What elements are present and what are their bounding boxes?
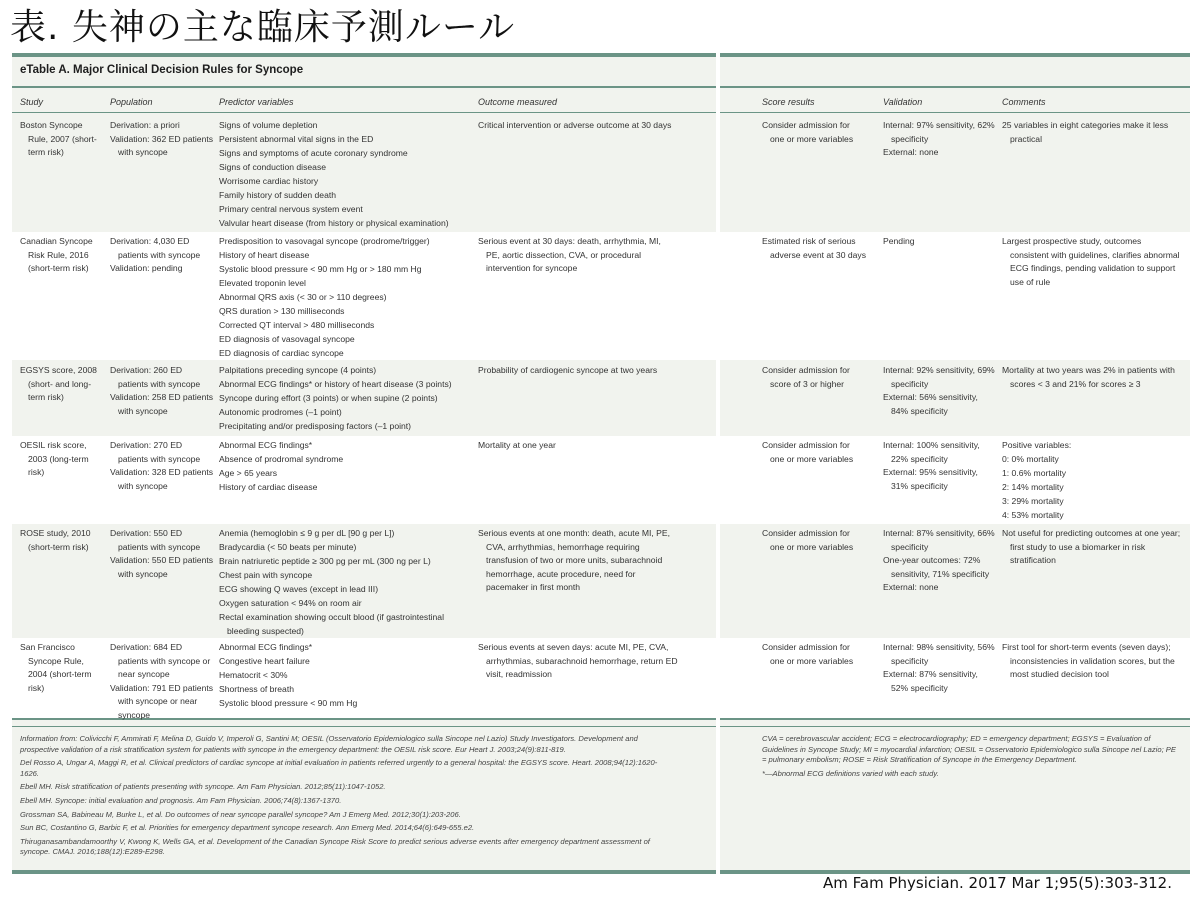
score-text: Consider admission for one or more variables <box>762 120 854 144</box>
score-text: Estimated risk of serious adverse event at 30 days <box>762 236 867 260</box>
comment-line: 4: 53% mortality <box>1002 510 1064 520</box>
validation-line: Internal: 98% sensitivity, 56% specificity <box>883 642 995 666</box>
score-text: Consider admission for score of 3 or higher <box>762 365 850 389</box>
population-line: Validation: 362 ED patients with syncope <box>110 133 214 157</box>
row-3-score <box>762 364 866 391</box>
row-4-outcome <box>478 439 674 453</box>
row-1-population <box>110 119 214 160</box>
population-line: Derivation: 4,030 ED patients with syncope <box>110 236 201 260</box>
abbreviations: CVA = cerebrovascular accident; ECG = electrocardiography; ED = emergency department; EGSYS = Evaluation of Guidelines in Syncope Study; MI = myocardial infarction; OESIL = Osservatorio Epidemiologico sulla Sincope nel Lazio; PE = pulmonary embolism; ROSE = Risk Stratification of Syncope in the Emergency Department. <box>762 734 1176 765</box>
predictor-item: QRS duration > 130 milliseconds <box>219 306 345 316</box>
population-line: Derivation: 270 ED patients with syncope <box>110 440 201 464</box>
comment-line: 0: 0% mortality <box>1002 454 1059 464</box>
row-1-validation <box>883 119 995 160</box>
validation-line: External: none <box>883 147 939 157</box>
row-1-outcome <box>478 119 674 133</box>
reference-item: Ebell MH. Risk stratification of patients presenting with syncope. Am Fam Physician. 2012;85(11):1047-1052. <box>20 782 386 792</box>
abbreviations-block <box>762 734 1182 782</box>
comment-line: 25 variables in eight categories make it less practical <box>1002 120 1169 144</box>
population-line: Validation: 550 ED patients with syncope <box>110 555 214 579</box>
header-top-rule-right <box>720 86 1190 88</box>
row-2-predictors <box>219 235 475 361</box>
references <box>20 734 668 861</box>
outcome-text: Probability of cardiogenic syncope at two years <box>478 365 658 375</box>
row-6-comments <box>1002 641 1182 682</box>
predictor-item: Systolic blood pressure < 90 mm Hg <box>219 698 358 708</box>
predictor-item: Signs of conduction disease <box>219 162 327 172</box>
predictor-item: Primary central nervous system event <box>219 204 363 214</box>
header-bottom-rule-right <box>720 112 1190 113</box>
comment-line: Largest prospective study, outcomes consistent with guidelines, clarifies abnormal ECG findings, pending validation to support use of rule <box>1002 236 1180 287</box>
predictor-item: History of heart disease <box>219 250 310 260</box>
col-header-predictors: Predictor variables <box>219 97 294 107</box>
score-text: Consider admission for one or more variables <box>762 440 854 464</box>
predictor-item: Absence of prodromal syndrome <box>219 454 344 464</box>
comment-line: 2: 14% mortality <box>1002 482 1064 492</box>
row-2-comments <box>1002 235 1182 289</box>
row-6-population <box>110 641 214 722</box>
predictor-item: Abnormal ECG findings* <box>219 440 313 450</box>
col-header-score: Score results <box>762 97 815 107</box>
predictor-item: Corrected QT interval > 480 milliseconds <box>219 320 375 330</box>
validation-line: Internal: 92% sensitivity, 69% specificity <box>883 365 995 389</box>
population-line: Derivation: 550 ED patients with syncope <box>110 528 201 552</box>
row-4-validation <box>883 439 995 493</box>
row-3-study <box>20 364 104 405</box>
predictor-item: Congestive heart failure <box>219 656 310 666</box>
outcome-text: Serious event at 30 days: death, arrhythmia, MI, PE, aortic dissection, CVA, or procedural intervention for syncope <box>478 236 661 273</box>
population-line: Validation: 328 ED patients with syncope <box>110 467 214 491</box>
row-1-study <box>20 119 104 160</box>
row-6-study <box>20 641 104 695</box>
row-4-population <box>110 439 214 493</box>
table-title: eTable A. Major Clinical Decision Rules for Syncope <box>20 64 304 76</box>
predictor-item: Abnormal ECG findings* or history of heart disease (3 points) <box>219 379 452 389</box>
predictor-item: Valvular heart disease (from history or physical examination) <box>219 218 449 228</box>
predictor-item: Anemia (hemoglobin ≤ 9 g per dL [90 g per L]) <box>219 528 395 538</box>
predictor-item: Persistent abnormal vital signs in the ED <box>219 134 374 144</box>
predictor-item: Rectal examination showing occult blood (if gastrointestinal bleeding suspected) <box>219 612 444 636</box>
row-5-predictors <box>219 527 475 638</box>
predictor-item: Systolic blood pressure < 90 mm Hg or > 180 mm Hg <box>219 264 422 274</box>
study-name: San Francisco Syncope Rule, 2004 (short-term risk) <box>20 642 92 693</box>
col-header-population: Population <box>110 97 153 107</box>
table-end-rule-right <box>720 718 1190 720</box>
col-header-validation: Validation <box>883 97 923 107</box>
study-name: Canadian Syncope Risk Rule, 2016 (short-term risk) <box>20 236 93 273</box>
row-5-population <box>110 527 214 581</box>
predictor-item: Signs of volume depletion <box>219 120 318 130</box>
population-line: Validation: pending <box>110 263 183 273</box>
predictor-item: Chest pain with syncope <box>219 570 313 580</box>
col-header-outcome: Outcome measured <box>478 97 558 107</box>
study-name: EGSYS score, 2008 (short- and long-term risk) <box>20 365 97 402</box>
predictor-item: Worrisome cardiac history <box>219 176 319 186</box>
predictor-item: Shortness of breath <box>219 684 295 694</box>
row-3-validation <box>883 364 995 418</box>
row-3-comments <box>1002 364 1182 391</box>
score-text: Consider admission for one or more variables <box>762 528 854 552</box>
outcome-text: Mortality at one year <box>478 440 556 450</box>
predictor-item: Family history of sudden death <box>219 190 337 200</box>
predictor-item: Autonomic prodromes (–1 point) <box>219 407 342 417</box>
predictor-item: Abnormal ECG findings* <box>219 642 313 652</box>
row-2-score <box>762 235 874 262</box>
reference-item: Grossman SA, Babineau M, Burke L, et al. Do outcomes of near syncope parallel syncope? Am J Emerg Med. 2012;30(1):203-206. <box>20 809 461 819</box>
row-6-validation <box>883 641 995 695</box>
comment-line: First tool for short-term events (seven days); inconsistencies in validation scores, but the most studied decision tool <box>1002 642 1175 679</box>
population-line: Derivation: a priori <box>110 120 180 130</box>
row-1-comments <box>1002 119 1182 146</box>
population-line: Derivation: 684 ED patients with syncope or near syncope <box>110 642 211 679</box>
comment-line: Positive variables: <box>1002 440 1072 450</box>
row-3-population <box>110 364 214 418</box>
predictor-item: History of cardiac disease <box>219 482 318 492</box>
comment-line: 1: 0.6% mortality <box>1002 468 1066 478</box>
outcome-text: Serious events at seven days: acute MI, PE, CVA, arrhythmias, subarachnoid hemorrhage, return ED visit, readmission <box>478 642 678 679</box>
row-2-validation <box>883 235 995 249</box>
predictor-item: Syncope during effort (3 points) or when supine (2 points) <box>219 393 438 403</box>
reference-item: Del Rosso A, Ungar A, Maggi R, et al. Clinical predictors of cardiac syncope at initial evaluation in patients referred urgently to a general hospital: the EGSYS score. Heart. 2008;94(12):1620-1626. <box>20 758 658 778</box>
population-line: Derivation: 260 ED patients with syncope <box>110 365 201 389</box>
predictor-item: Palpitations preceding syncope (4 points) <box>219 365 377 375</box>
row-5-score <box>762 527 866 554</box>
footnote: *—Abnormal ECG definitions varied with each study. <box>762 768 939 778</box>
population-line: Validation: 791 ED patients with syncope or near syncope <box>110 682 214 720</box>
row-3-outcome <box>478 364 688 378</box>
comment-line: Not useful for predicting outcomes at one year; first study to use a biomarker in risk stratification <box>1002 528 1181 565</box>
source-citation: Am Fam Physician. 2017 Mar 1;95(5):303-312. <box>823 874 1172 892</box>
row-5-study <box>20 527 104 554</box>
row-4-score <box>762 439 866 466</box>
row-2-outcome <box>478 235 674 276</box>
row-2-population <box>110 235 214 276</box>
header-top-rule-left <box>12 86 716 88</box>
row-4-comments <box>1002 439 1182 523</box>
predictor-item: Precipitating and/or predisposing factors (–1 point) <box>219 421 412 431</box>
outcome-text: Serious events at one month: death, acute MI, PE, CVA, arrhythmias, hemorrhage requiring transfusion of two or more units, subarachnoid hemorrhage, acute procedure, need for pacemaker in first month <box>478 528 671 592</box>
reference-item: Information from: Colivicchi F, Ammirati F, Melina D, Guido V, Imperoli G, Santini M; OESIL (Osservatorio Epidemiologico sulla Sincope nel Lazio) Study Investigators. Development and prospective validation of a risk stratification system for patients with syncope in the emergency department: the OESIL risk score. Eur Heart J. 2003;24(9):811-819. <box>20 734 638 754</box>
validation-line: External: 87% sensitivity, 52% specificity <box>883 669 978 693</box>
predictor-item: ED diagnosis of cardiac syncope <box>219 348 344 358</box>
row-1-score <box>762 119 866 146</box>
score-text: Consider admission for one or more variables <box>762 642 854 666</box>
footer-top-rule-left <box>12 726 716 727</box>
row-1-predictors <box>219 119 475 231</box>
predictor-item: Elevated troponin level <box>219 278 306 288</box>
comment-line: Mortality at two years was 2% in patients with scores < 3 and 21% for scores ≥ 3 <box>1002 365 1175 389</box>
predictor-item: Hematocrit < 30% <box>219 670 288 680</box>
validation-line: Internal: 97% sensitivity, 62% specificity <box>883 120 995 144</box>
validation-line: Internal: 100% sensitivity, 22% specificity <box>883 440 980 464</box>
validation-line: External: 95% sensitivity, 31% specificity <box>883 467 978 491</box>
predictor-item: Bradycardia (< 50 beats per minute) <box>219 542 357 552</box>
comment-line: 3: 29% mortality <box>1002 496 1064 506</box>
reference-item: Ebell MH. Syncope: initial evaluation and prognosis. Am Fam Physician. 2006;74(8):1367-1370. <box>20 795 342 805</box>
validation-line: External: 56% sensitivity, 84% specificity <box>883 392 978 416</box>
predictor-item: Age > 65 years <box>219 468 278 478</box>
footer-top-rule-right <box>720 726 1190 727</box>
slide-title: 表. 失神の主な臨床予測ルール <box>10 7 516 48</box>
row-2-study <box>20 235 104 276</box>
row-4-predictors <box>219 439 475 495</box>
row-3-predictors <box>219 364 475 434</box>
row-5-outcome <box>478 527 674 595</box>
predictor-item: ED diagnosis of vasovagal syncope <box>219 334 355 344</box>
population-line: Validation: 258 ED patients with syncope <box>110 392 214 416</box>
reference-item: Sun BC, Costantino G, Barbic F, et al. Priorities for emergency department syncope research. Ann Emerg Med. 2014;64(6):649-655.e2. <box>20 823 475 833</box>
study-name: ROSE study, 2010 (short-term risk) <box>20 528 91 552</box>
predictor-item: Oxygen saturation < 94% on room air <box>219 598 362 608</box>
reference-item: Thiruganasambandamoorthy V, Kwong K, Wells GA, et al. Development of the Canadian Syncope Risk Score to predict serious adverse events after emergency department assessment of syncope. CMAJ. 2016;188(12):E289-E298. <box>20 836 650 857</box>
validation-line: One-year outcomes: 72% sensitivity, 71% specificity <box>883 555 990 579</box>
row-5-validation <box>883 527 995 595</box>
row-6-predictors <box>219 641 475 711</box>
row-6-outcome <box>478 641 678 682</box>
col-header-study: Study <box>20 97 44 107</box>
validation-line: External: none <box>883 582 939 592</box>
study-name: Boston Syncope Rule, 2007 (short-term risk) <box>20 120 97 157</box>
row-6-score <box>762 641 866 668</box>
predictor-item: Abnormal QRS axis (< 30 or > 110 degrees) <box>219 292 387 302</box>
predictor-item: Signs and symptoms of acute coronary syndrome <box>219 148 408 158</box>
col-header-comments: Comments <box>1002 97 1046 107</box>
predictor-item: Brain natriuretic peptide ≥ 300 pg per mL (300 ng per L) <box>219 556 431 566</box>
outcome-text: Critical intervention or adverse outcome at 30 days <box>478 120 672 130</box>
header-bottom-rule-left <box>12 112 716 113</box>
validation-line: Pending <box>883 236 915 246</box>
row-4-study <box>20 439 104 480</box>
study-name: OESIL risk score, 2003 (long-term risk) <box>20 440 89 477</box>
row-5-comments <box>1002 527 1182 568</box>
predictor-item: ECG showing Q waves (except in lead III) <box>219 584 379 594</box>
validation-line: Internal: 87% sensitivity, 66% specificity <box>883 528 995 552</box>
predictor-item: Predisposition to vasovagal syncope (prodrome/trigger) <box>219 236 430 246</box>
